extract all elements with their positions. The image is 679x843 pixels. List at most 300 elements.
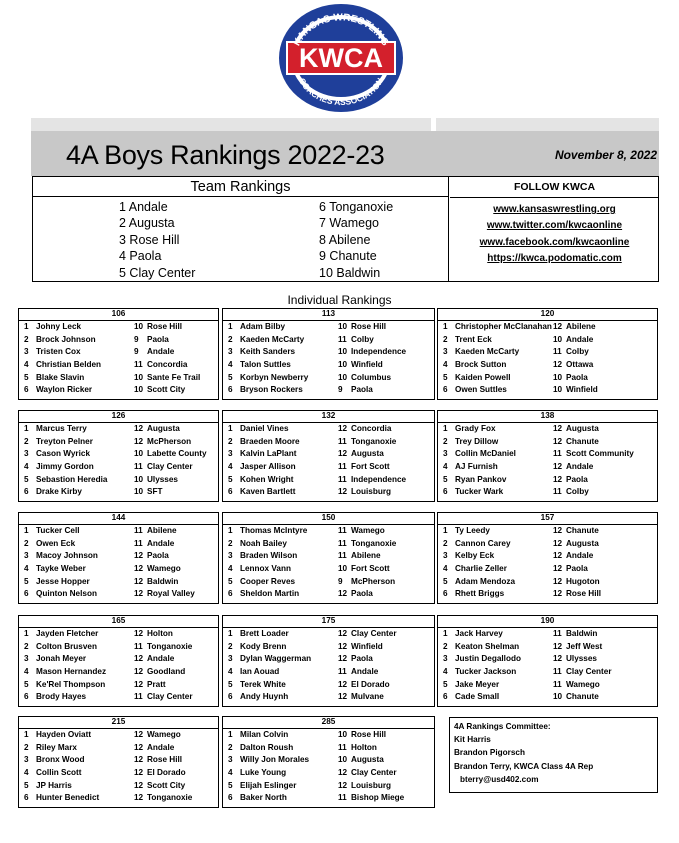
ranking-row [19, 653, 218, 666]
wrestler-name: Willy Jon Morales [240, 755, 310, 765]
ranking-row [19, 525, 218, 538]
grade: 10 [553, 385, 563, 395]
weight-class-157 [437, 512, 658, 604]
ranking-row [19, 384, 218, 397]
rank: 3 [228, 551, 233, 561]
grade: 11 [338, 667, 347, 677]
grade: 12 [134, 654, 144, 664]
wrestler-name: Kaeden McCarty [240, 334, 305, 344]
school: Tonganoxie [351, 538, 397, 548]
ranking-row [438, 666, 657, 679]
grade: 12 [553, 538, 563, 548]
wrestler-name: Christian Belden [36, 360, 102, 370]
rank: 5 [24, 372, 29, 382]
wrestler-name: Grady Fox [455, 424, 496, 433]
logo-top-text: KANSAS WRESTLING [291, 12, 391, 48]
school: Holton [351, 742, 377, 752]
school: Clay Center [351, 629, 397, 638]
weight-class-165 [18, 615, 219, 707]
grade: 12 [134, 589, 144, 599]
ranking-row [19, 486, 218, 499]
school: Chanute [566, 692, 599, 702]
school: Augusta [351, 449, 384, 459]
rank: 1 [443, 322, 448, 331]
team-rank-item: 8 Abilene [319, 232, 371, 247]
school: Paola [351, 589, 373, 599]
school: Jeff West [566, 641, 603, 651]
rank: 3 [443, 551, 448, 561]
wrestler-name: Macoy Johnson [36, 551, 98, 561]
rank: 5 [228, 679, 233, 689]
rank: 4 [443, 360, 448, 370]
school: Abilene [566, 322, 596, 331]
wrestler-name: Braden Wilson [240, 551, 298, 561]
wrestler-name: Thomas McIntyre [240, 526, 308, 535]
rank: 5 [24, 474, 29, 484]
ranking-row [19, 346, 218, 359]
rank: 6 [443, 487, 448, 497]
weight-class-title: 215 [19, 717, 218, 729]
wrestler-name: JP Harris [36, 780, 72, 790]
grade: 12 [553, 322, 563, 331]
school: Andale [147, 654, 175, 664]
rank: 3 [24, 654, 29, 664]
rank: 3 [228, 449, 233, 459]
grade: 10 [338, 730, 348, 739]
ranking-row [438, 372, 657, 385]
rank: 6 [443, 385, 448, 395]
ranking-row [19, 588, 218, 601]
school: Andale [147, 538, 175, 548]
wrestler-name: Owen Suttles [455, 385, 507, 395]
school: Hugoton [566, 576, 600, 586]
school: McPherson [351, 576, 396, 586]
rank: 4 [443, 564, 448, 574]
ranking-row [223, 359, 434, 372]
ranking-row [438, 486, 657, 499]
grade: 10 [338, 755, 348, 765]
grade: 10 [134, 487, 144, 497]
weight-class-title: 120 [438, 309, 657, 321]
weight-class-190 [437, 615, 658, 707]
weight-class-title: 285 [223, 717, 434, 729]
wrestler-name: Baker North [240, 793, 287, 803]
school: Andale [147, 742, 175, 752]
weight-class-144 [18, 512, 219, 604]
wrestler-name: Johny Leck [36, 322, 82, 331]
rank: 5 [24, 780, 29, 790]
wrestler-name: Riley Marx [36, 742, 77, 752]
rank: 1 [228, 322, 233, 331]
grade: 11 [134, 462, 143, 472]
rank: 3 [24, 551, 29, 561]
school: Colby [566, 347, 589, 357]
ranking-row [223, 436, 434, 449]
rank: 3 [443, 347, 448, 357]
school: Clay Center [566, 667, 612, 677]
school: Paola [566, 474, 588, 484]
grade: 11 [553, 629, 562, 638]
rank: 3 [443, 654, 448, 664]
school: Paola [566, 564, 588, 574]
wrestler-name: Adam Mendoza [455, 576, 516, 586]
ranking-row [438, 588, 657, 601]
wrestler-name: Bryson Rockers [240, 385, 303, 395]
grade: 12 [338, 679, 348, 689]
school: Louisburg [351, 487, 392, 497]
ranking-row [223, 525, 434, 538]
weight-class-title: 157 [438, 513, 657, 525]
rank: 2 [24, 742, 29, 752]
wrestler-name: Keaton Shelman [455, 641, 520, 651]
follow-kwca-panel [450, 177, 659, 268]
rank: 2 [24, 436, 29, 446]
grade: 12 [553, 526, 563, 535]
ranking-row [223, 563, 434, 576]
team-rank-item: 4 Paola [119, 249, 162, 264]
school: Tonganoxie [147, 641, 193, 651]
school: Mulvane [351, 692, 384, 702]
ranking-row [438, 461, 657, 474]
grade: 10 [553, 692, 563, 702]
grade: 12 [134, 424, 144, 433]
rank: 2 [228, 742, 233, 752]
link-facebook[interactable]: www.facebook.com/kwcaonline [479, 236, 630, 248]
wrestler-name: Drake Kirby [36, 487, 82, 497]
grade: 10 [134, 449, 144, 459]
wrestler-name: Marcus Terry [36, 424, 87, 433]
wrestler-name: Ian Aouad [240, 667, 280, 677]
ranking-row [223, 653, 434, 666]
school: Concordia [147, 360, 188, 370]
team-rankings-box [32, 176, 659, 282]
link-twitter[interactable]: www.twitter.com/kwcaonline [486, 220, 623, 232]
ranking-row [438, 550, 657, 563]
school: Clay Center [351, 768, 397, 778]
grade: 10 [338, 347, 348, 357]
weight-class-title: 175 [223, 616, 434, 628]
grade: 12 [553, 641, 563, 651]
weight-class-title: 106 [19, 309, 218, 321]
grade: 11 [134, 360, 143, 370]
rank: 5 [228, 372, 233, 382]
ranking-row [438, 691, 657, 704]
weight-class-title: 144 [19, 513, 218, 525]
rank: 2 [443, 538, 448, 548]
grade: 10 [134, 322, 144, 331]
grade: 12 [553, 654, 563, 664]
grade: 12 [553, 576, 563, 586]
school: Independence [351, 474, 407, 484]
school: Fort Scott [351, 462, 390, 472]
ranking-row [438, 576, 657, 589]
school: Winfield [351, 641, 383, 651]
ranking-row [223, 641, 434, 654]
rank: 3 [228, 755, 233, 765]
grade: 12 [134, 793, 144, 803]
wrestler-name: Sheldon Martin [240, 589, 300, 599]
ranking-row [223, 754, 434, 767]
committee-member: Kit Harris [454, 735, 491, 745]
school: Clay Center [147, 692, 193, 702]
team-rank-item: 2 Augusta [119, 216, 175, 231]
school: Ulysses [147, 474, 178, 484]
grade: 12 [338, 641, 348, 651]
rank: 3 [443, 449, 448, 459]
ranking-row [438, 359, 657, 372]
committee-heading: 4A Rankings Committee: [454, 722, 551, 731]
school: Ottawa [566, 360, 594, 370]
rank: 4 [443, 667, 448, 677]
rank: 1 [228, 730, 233, 739]
school: Royal Valley [147, 589, 195, 599]
ranking-row [223, 679, 434, 692]
grade: 11 [553, 487, 562, 497]
ranking-row [19, 780, 218, 793]
wrestler-name: Kaiden Powell [455, 372, 511, 382]
wrestler-name: Mason Hernandez [36, 667, 107, 677]
ranking-row [19, 742, 218, 755]
link-website[interactable]: www.kansaswrestling.org [493, 204, 616, 215]
header-strip-right [436, 118, 659, 131]
grade: 12 [338, 692, 348, 702]
wrestler-name: Trey Dillow [455, 436, 499, 446]
school: Scott City [147, 780, 186, 790]
ranking-row [19, 666, 218, 679]
rank: 5 [443, 474, 448, 484]
grade: 11 [553, 449, 562, 459]
rank: 2 [228, 436, 233, 446]
wrestler-name: Tristen Cox [36, 347, 81, 357]
school: Holton [147, 629, 173, 638]
school: Clay Center [147, 462, 193, 472]
weight-class-title: 138 [438, 411, 657, 423]
wrestler-name: AJ Furnish [455, 462, 498, 472]
grade: 12 [134, 629, 144, 638]
school: Andale [566, 462, 594, 472]
rank: 1 [24, 322, 29, 331]
rank: 5 [24, 576, 29, 586]
wrestler-name: Collin McDaniel [455, 449, 516, 459]
grade: 10 [134, 474, 144, 484]
weight-class-113 [222, 308, 435, 400]
team-rank-item: 9 Chanute [319, 249, 377, 264]
grade: 11 [338, 538, 347, 548]
ranking-row [19, 792, 218, 805]
wrestler-name: Brett Loader [240, 629, 289, 638]
ranking-row [19, 448, 218, 461]
grade: 10 [338, 372, 348, 382]
grade: 12 [134, 755, 144, 765]
wrestler-name: Waylon Ricker [36, 385, 93, 395]
ranking-row [223, 729, 434, 742]
school: McPherson [147, 436, 192, 446]
wrestler-name: Jasper Allison [240, 462, 296, 472]
school: Abilene [351, 551, 381, 561]
ranking-row [19, 641, 218, 654]
ranking-row [19, 423, 218, 436]
grade: 11 [338, 551, 347, 561]
grade: 10 [338, 360, 348, 370]
ranking-row [223, 372, 434, 385]
rank: 1 [228, 629, 233, 638]
grade: 11 [338, 474, 347, 484]
grade: 12 [338, 589, 348, 599]
logo-bottom-text: COACHES ASSOCIATION [296, 76, 386, 108]
rank: 2 [443, 436, 448, 446]
ranking-row [19, 576, 218, 589]
wrestler-name: Blake Slavin [36, 372, 85, 382]
ranking-row [438, 474, 657, 487]
grade: 12 [553, 462, 563, 472]
ranking-row [223, 691, 434, 704]
wrestler-name: Hunter Benedict [36, 793, 100, 803]
weight-class-138 [437, 410, 658, 502]
ranking-row [223, 334, 434, 347]
rank: 2 [228, 641, 233, 651]
rank: 6 [24, 692, 29, 702]
rank: 5 [443, 576, 448, 586]
follow-links [450, 198, 659, 268]
wrestler-name: Jayden Fletcher [36, 629, 99, 638]
rank: 6 [228, 589, 233, 599]
weight-class-120 [437, 308, 658, 400]
rank: 4 [228, 564, 233, 574]
weight-class-175 [222, 615, 435, 707]
school: Concordia [351, 424, 392, 433]
grade: 12 [134, 436, 144, 446]
rank: 4 [228, 462, 233, 472]
wrestler-name: Tayke Weber [36, 564, 86, 574]
page-title: 4A Boys Rankings 2022-23 [66, 140, 385, 170]
wrestler-name: Bronx Wood [36, 755, 85, 765]
grade: 11 [134, 692, 143, 702]
rank: 1 [24, 526, 29, 535]
rank: 3 [228, 347, 233, 357]
wrestler-name: Cannon Carey [455, 538, 511, 548]
grade: 12 [134, 780, 144, 790]
wrestler-name: Charlie Zeller [455, 564, 507, 574]
grade: 10 [338, 564, 348, 574]
wrestler-name: Kohen Wright [240, 474, 294, 484]
ranking-row [223, 666, 434, 679]
ranking-row [438, 679, 657, 692]
weight-class-106 [18, 308, 219, 400]
ranking-row [223, 780, 434, 793]
committee-member: Brandon Terry, KWCA Class 4A Rep [454, 761, 594, 771]
grade: 9 [134, 334, 139, 344]
link-podcast[interactable]: https://kwca.podomatic.com [487, 253, 622, 265]
school: Colby [351, 334, 374, 344]
school: Rose Hill [566, 589, 602, 599]
wrestler-name: Dalton Roush [240, 742, 294, 752]
wrestler-name: Ke'Rel Thompson [36, 679, 106, 689]
wrestler-name: Cason Wyrick [36, 449, 90, 459]
weight-class-title: 165 [19, 616, 218, 628]
ranking-row [438, 448, 657, 461]
rank: 1 [228, 526, 233, 535]
weight-class-150 [222, 512, 435, 604]
header-strip-left [31, 118, 431, 131]
committee-box [449, 717, 658, 793]
school: Sante Fe Trail [147, 372, 201, 382]
school: Rose Hill [351, 322, 387, 331]
team-rank-item: 7 Wamego [319, 216, 379, 231]
grade: 11 [338, 462, 347, 472]
ranking-row [223, 767, 434, 780]
grade: 12 [553, 551, 563, 561]
rank: 4 [228, 667, 233, 677]
ranking-row [19, 372, 218, 385]
rank: 5 [228, 780, 233, 790]
ranking-row [223, 486, 434, 499]
wrestler-name: Kelby Eck [455, 551, 495, 561]
grade: 11 [338, 742, 347, 752]
grade: 12 [134, 679, 144, 689]
wrestler-name: Kalvin LaPlant [240, 449, 297, 459]
ranking-row [438, 384, 657, 397]
weight-class-title: 150 [223, 513, 434, 525]
team-rankings-col2 [319, 199, 393, 281]
follow-heading: FOLLOW KWCA [450, 177, 659, 198]
school: Tonganoxie [147, 793, 193, 803]
rank: 6 [24, 487, 29, 497]
school: Rose Hill [351, 730, 387, 739]
rank: 6 [24, 589, 29, 599]
rank: 6 [228, 692, 233, 702]
grade: 12 [338, 449, 348, 459]
committee-email[interactable]: bterry@usd402.com [460, 774, 539, 784]
school: Pratt [147, 679, 166, 689]
ranking-row [438, 563, 657, 576]
rank: 6 [228, 385, 233, 395]
rank: 6 [228, 793, 233, 803]
rank: 5 [228, 474, 233, 484]
ranking-row [19, 628, 218, 641]
rank: 4 [24, 360, 29, 370]
rank: 2 [443, 641, 448, 651]
school: Scott City [147, 385, 186, 395]
school: SFT [147, 487, 163, 497]
rank: 4 [228, 768, 233, 778]
ranking-row [438, 423, 657, 436]
school: Augusta [566, 424, 599, 433]
rank: 4 [228, 360, 233, 370]
rank: 1 [24, 424, 29, 433]
rank: 4 [24, 564, 29, 574]
school: Paola [147, 334, 169, 344]
weight-class-285 [222, 716, 435, 808]
rank: 5 [443, 372, 448, 382]
rank: 1 [24, 629, 29, 638]
weight-class-126 [18, 410, 219, 502]
wrestler-name: Jake Meyer [455, 679, 500, 689]
wrestler-name: Ty Leedy [455, 526, 490, 535]
ranking-row [19, 334, 218, 347]
rank: 1 [443, 526, 448, 535]
wrestler-name: Noah Bailey [240, 538, 287, 548]
school: Tonganoxie [351, 436, 397, 446]
wrestler-name: Quinton Nelson [36, 589, 97, 599]
school: Baldwin [566, 629, 598, 638]
ranking-row [19, 538, 218, 551]
grade: 9 [338, 576, 343, 586]
school: Ulysses [566, 654, 597, 664]
rank: 4 [24, 462, 29, 472]
grade: 12 [338, 629, 348, 638]
team-rankings-list [33, 197, 449, 281]
committee-member: Brandon Pigorsch [454, 748, 525, 758]
